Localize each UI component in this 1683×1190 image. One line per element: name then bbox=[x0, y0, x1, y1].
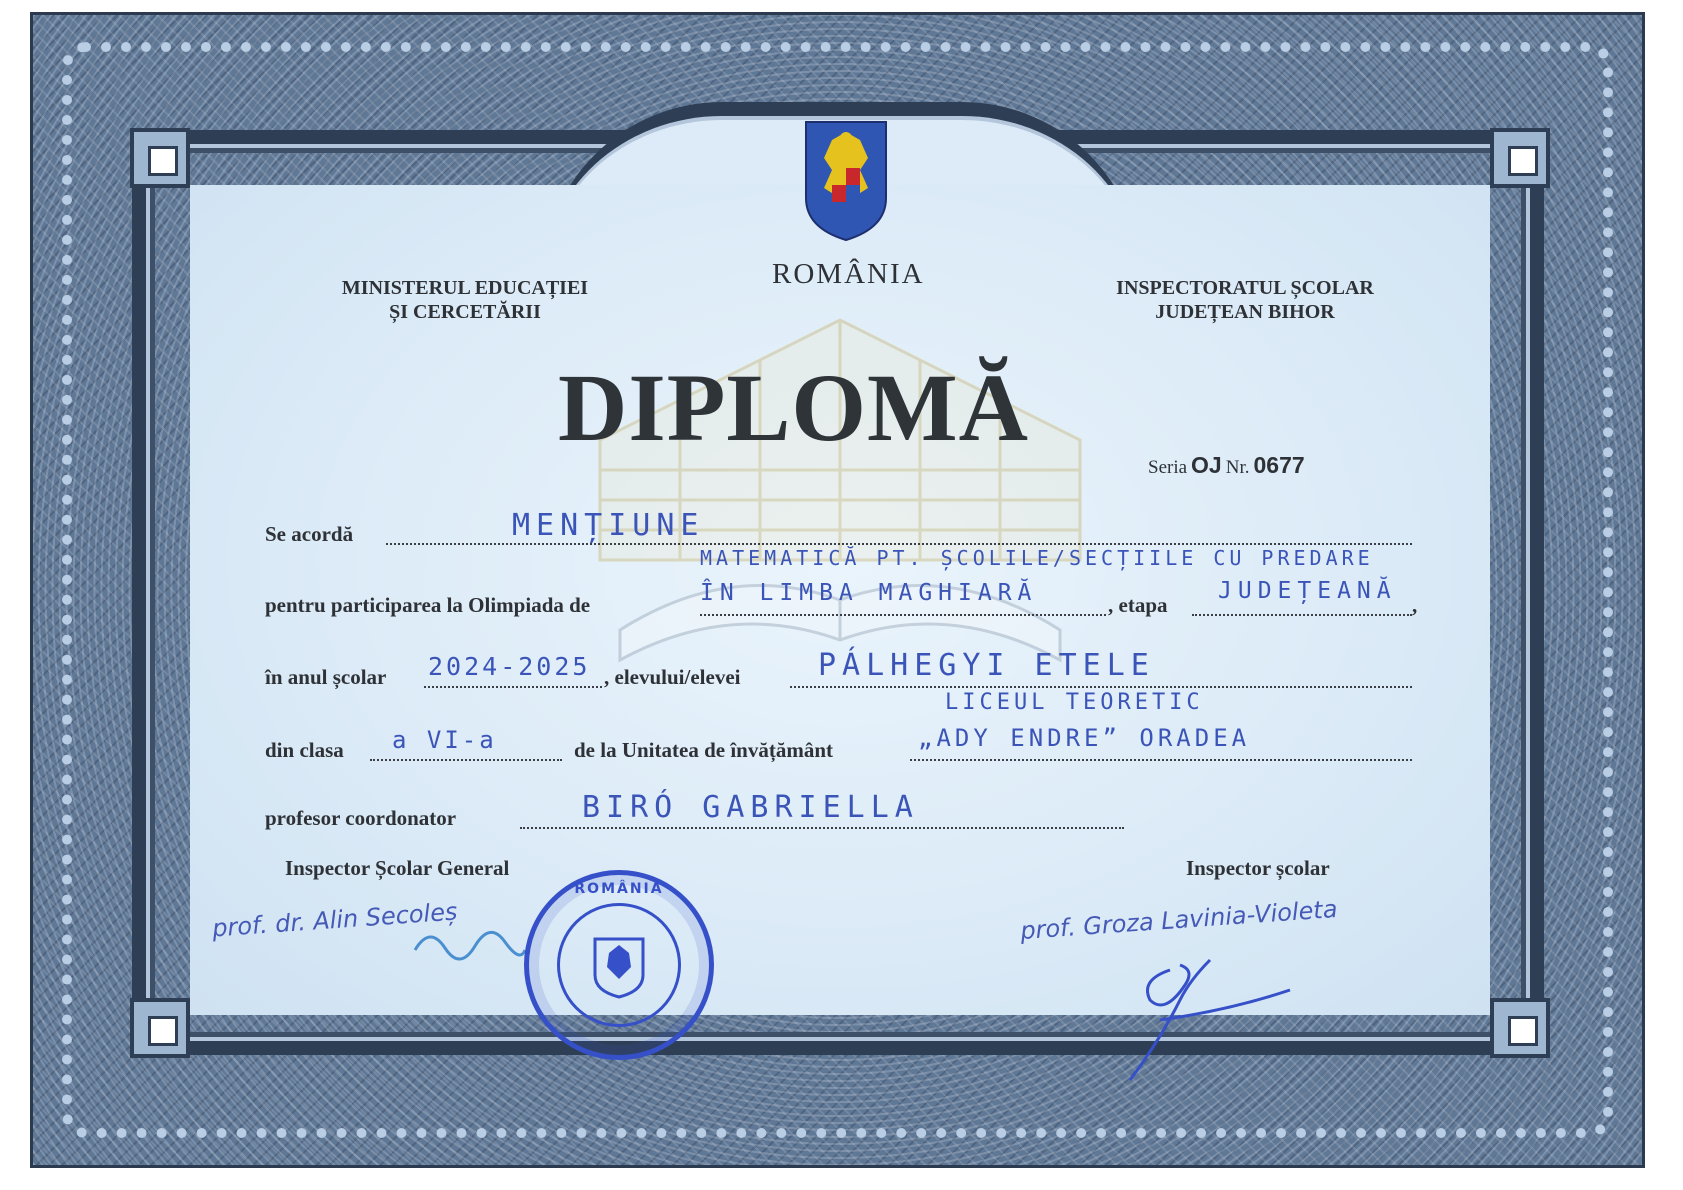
diploma-title: DIPLOMĂ bbox=[558, 354, 1029, 461]
elev-label: , elevului/elevei bbox=[604, 665, 741, 689]
etapa-comma: , bbox=[1412, 593, 1418, 617]
profesor-label: profesor coordonator bbox=[265, 806, 457, 830]
coat-of-arms-icon bbox=[802, 118, 890, 244]
olimpiada-value-line-1: MATEMATICĂ PT. ȘCOLILE/SECȚIILE CU PREDARE bbox=[700, 546, 1374, 570]
an-scolar-value: 2024-2025 bbox=[428, 652, 591, 681]
clasa-label: din clasa bbox=[265, 738, 344, 762]
official-stamp bbox=[524, 870, 714, 1060]
se-acorda-value: MENȚIUNE bbox=[512, 508, 705, 543]
profesor-line bbox=[520, 827, 1124, 829]
signature-left-name: prof. dr. Alin Secoleș bbox=[211, 897, 459, 943]
an-scolar-line bbox=[424, 686, 602, 688]
signature-right-role: Inspector școlar bbox=[1186, 856, 1330, 880]
olimpiada-value-line-2: ÎN LIMBA MAGHIARĂ bbox=[700, 580, 1038, 606]
elev-value: PÁLHEGYI ETELE bbox=[818, 648, 1155, 683]
etapa-value: JUDEȚEANĂ bbox=[1218, 578, 1397, 604]
unitate-value-line-1: LICEUL TEORETIC bbox=[945, 690, 1204, 715]
corner-ornament-bottom-right bbox=[1490, 998, 1550, 1058]
signature-right-name: prof. Groza Lavinia-Violeta bbox=[1019, 894, 1339, 946]
olimpiada-label: pentru participarea la Olimpiada de bbox=[265, 593, 591, 617]
inspectorate-line-2: JUDEȚEAN BIHOR bbox=[1155, 301, 1335, 323]
se-acorda-label: Se acordă bbox=[265, 522, 354, 546]
elev-line bbox=[790, 686, 1412, 688]
clasa-line bbox=[370, 759, 562, 761]
serial-nr-label: Nr. bbox=[1225, 457, 1250, 478]
ministry-line-2: ȘI CERCETĂRII bbox=[389, 301, 541, 323]
signature-left-scribble bbox=[410, 920, 530, 970]
signature-left-role: Inspector Școlar General bbox=[285, 856, 510, 880]
se-acorda-line bbox=[386, 543, 1412, 545]
inspectorate-name bbox=[1080, 276, 1410, 324]
serial-nr-value: 0677 bbox=[1253, 452, 1305, 478]
inspectorate-line-1: INSPECTORATUL ȘCOLAR bbox=[1116, 277, 1374, 299]
stamp-text: ROMÂNIA bbox=[574, 881, 664, 897]
unitate-line bbox=[910, 759, 1412, 761]
olimpiada-line bbox=[700, 614, 1106, 616]
unitate-label: de la Unitatea de învățământ bbox=[574, 738, 833, 762]
an-scolar-label: în anul școlar bbox=[265, 665, 387, 689]
etapa-line bbox=[1192, 614, 1412, 616]
etapa-label: , etapa bbox=[1108, 593, 1168, 617]
ministry-line-1: MINISTERUL EDUCAȚIEI bbox=[341, 277, 589, 299]
stamp-eagle-icon bbox=[591, 933, 647, 999]
serial-seria-value: OJ bbox=[1191, 452, 1222, 478]
corner-ornament-top-left bbox=[130, 128, 190, 188]
country-name: ROMÂNIA bbox=[772, 258, 925, 290]
ministry-name bbox=[300, 276, 630, 324]
corner-ornament-top-right bbox=[1490, 128, 1550, 188]
signature-right-scribble bbox=[1110, 940, 1310, 1090]
clasa-value: a VI-a bbox=[392, 726, 497, 754]
unitate-value-line-2: „ADY ENDRE” ORADEA bbox=[918, 724, 1251, 752]
profesor-value: BIRÓ GABRIELLA bbox=[582, 790, 919, 825]
corner-ornament-bottom-left bbox=[130, 998, 190, 1058]
serial-number bbox=[1148, 452, 1305, 479]
serial-seria-label: Seria bbox=[1148, 457, 1188, 478]
